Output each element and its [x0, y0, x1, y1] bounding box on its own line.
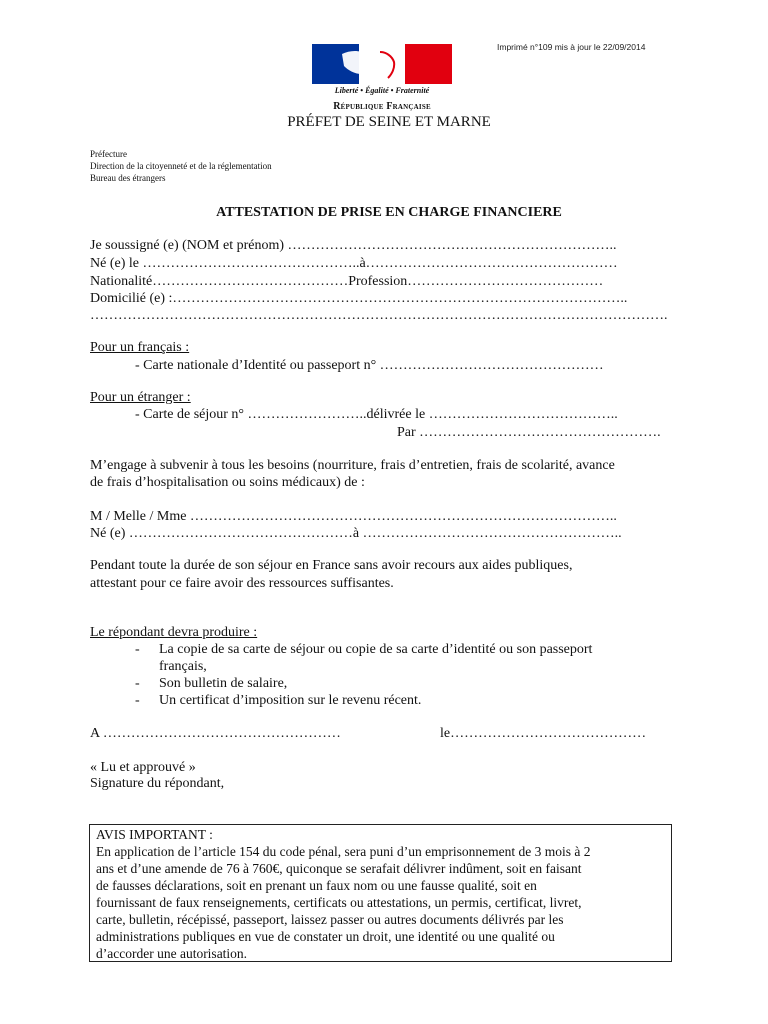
nationality-profession-field: Nationalité……………………………………Profession……………………………………: [90, 274, 604, 289]
francais-id-field: - Carte nationale d’Identité ou passeport n° …………………………………………: [135, 358, 604, 373]
document-title: ATTESTATION DE PRISE EN CHARGE FINANCIERE: [216, 205, 562, 220]
beneficiary-name-field: M / Melle / Mme ………………………………………………………………………………..: [90, 509, 617, 524]
notice-line: carte, bulletin, récépissé, passeport, laissez passer ou autres documents délivrés par les: [96, 912, 564, 927]
notice-line: En application de l’article 154 du code pénal, sera puni d’un emprisonnement de 3 mois à 2: [96, 844, 591, 859]
notice-heading: AVIS IMPORTANT :: [96, 827, 213, 842]
signature-label: Signature du répondant,: [90, 776, 225, 791]
engagement-text: M’engage à subvenir à tous les besoins (nourriture, frais d’entretien, frais de scolarité, avance: [90, 458, 615, 473]
birth-field: Né (e) le ………………………………………..à………………………………………………: [90, 256, 618, 271]
list-item: - La copie de sa carte de séjour ou copie de sa carte d’identité ou son passeport: [135, 642, 593, 657]
address-continuation-field: …………………………………………………………………………………………………………….: [90, 308, 668, 323]
beneficiary-birth-field: Né (e) …………………………………………à ………………………………………………..: [90, 526, 622, 541]
notice-line: de fausses déclarations, soit en prenant un faux nom ou une fausse qualité, soit en: [96, 878, 537, 893]
date-field: le……………………………………: [440, 726, 647, 741]
service-line: Bureau des étrangers: [90, 173, 166, 183]
notice-line: ans et d’une amende de 76 à 760€, quiconque se serafait délivrer indûment, soit en faisant: [96, 861, 582, 876]
domicile-field: Domicilié (e) :……………………………………………………………………………………..: [90, 291, 628, 306]
service-line: Préfecture: [90, 149, 127, 159]
republic-name: République Française: [333, 101, 431, 112]
notice-line: d’accorder une autorisation.: [96, 946, 248, 961]
sejour-text: Pendant toute la durée de son séjour en France sans avoir recours aux aides publiques,: [90, 558, 573, 573]
marianne-logo: [312, 44, 452, 116]
repondant-heading: Le répondant devra produire :: [90, 625, 258, 640]
etranger-permit-field: - Carte de séjour n° ……………………..délivrée le …………………………………..: [135, 407, 618, 422]
service-line: Direction de la citoyenneté et de la réglementation: [90, 161, 272, 171]
place-field: A ……………………………………………: [90, 726, 341, 741]
engagement-text: de frais d’hospitalisation ou soins médicaux) de :: [90, 475, 365, 490]
list-item-continuation: français,: [159, 659, 207, 674]
notice-line: fournissant de faux renseignements, certificats ou attestations, un permis, certificat, livret,: [96, 895, 582, 910]
prefet-heading: PRÉFET DE SEINE ET MARNE: [287, 114, 491, 130]
approval-mention: « Lu et approuvé »: [90, 760, 196, 775]
important-notice-box: [89, 824, 672, 962]
etranger-issuer-field: Par …………………………………………….: [397, 425, 661, 440]
list-item: - Un certificat d’imposition sur le revenu récent.: [135, 693, 422, 708]
francais-heading: Pour un français :: [90, 340, 190, 355]
list-item: - Son bulletin de salaire,: [135, 676, 288, 691]
etranger-heading: Pour un étranger :: [90, 390, 191, 405]
document-list: [135, 641, 592, 709]
print-reference: Imprimé n°109 mis à jour le 22/09/2014: [497, 42, 646, 52]
republic-motto: Liberté • Égalité • Fraternité: [334, 86, 430, 95]
soussigne-field: Je soussigné (e) (NOM et prénom) ……………………………………………………………..: [90, 238, 617, 253]
tricolor-flag-icon: [312, 44, 452, 84]
sejour-text: attestant pour ce faire avoir des ressources suffisantes.: [90, 576, 394, 591]
service-block: [90, 148, 272, 184]
notice-line: administrations publiques en vue de constater un droit, une identité ou une qualité ou: [96, 929, 555, 944]
